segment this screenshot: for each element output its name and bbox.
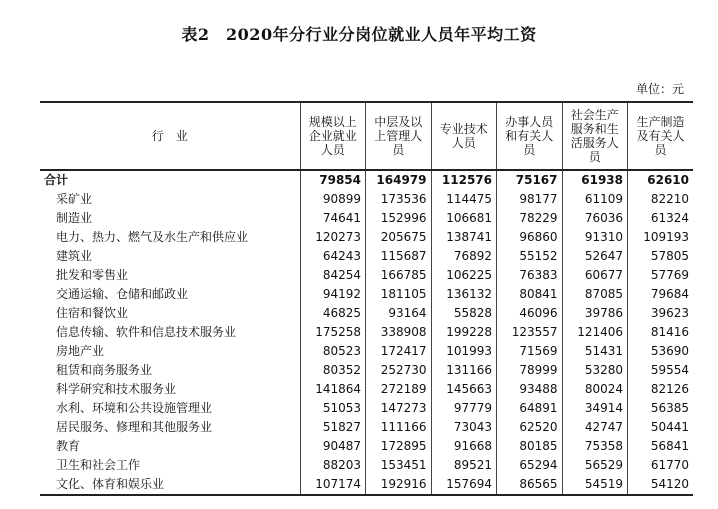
column-header-managers: 中层及以 上管理人 员 [366,102,432,170]
wage-value-cell: 55828 [431,304,497,323]
industry-name-cell: 文化、体育和娱乐业 [56,477,165,491]
table-row [40,418,693,437]
table-row [40,285,693,304]
wage-value-cell: 53690 [628,342,694,361]
column-header-production-workers: 生产制造 及有关人 员 [628,102,694,170]
wage-value-cell: 80185 [497,437,563,456]
table-row [40,437,693,456]
wage-value-cell: 91310 [562,228,628,247]
wage-value-cell: 145663 [431,380,497,399]
wage-value-cell: 42747 [562,418,628,437]
wage-value-cell: 80841 [497,285,563,304]
industry-name-cell: 批发和零售业 [56,268,129,282]
wage-value-cell: 55152 [497,247,563,266]
industry-name-cell: 水利、环境和公共设施管理业 [56,401,213,415]
wage-value-cell: 50441 [628,418,694,437]
wage-value-cell: 112576 [431,170,497,190]
wage-value-cell: 46825 [300,304,366,323]
wage-value-cell: 199228 [431,323,497,342]
wage-value-cell: 114475 [431,190,497,209]
wage-value-cell: 141864 [300,380,366,399]
column-header-service-workers: 社会生产 服务和生 活服务人 员 [562,102,628,170]
table-title: 表2 2020年分行业分岗位就业人员年平均工资 [181,25,537,44]
wage-value-cell: 54519 [562,475,628,495]
industry-name-cell: 教育 [56,439,81,453]
wage-value-cell: 88203 [300,456,366,475]
wage-value-cell: 64891 [497,399,563,418]
wage-value-cell: 61324 [628,209,694,228]
wage-value-cell: 152996 [366,209,432,228]
wage-value-cell: 93488 [497,380,563,399]
wage-value-cell: 78999 [497,361,563,380]
industry-name-cell: 采矿业 [56,192,93,206]
wage-value-cell: 59554 [628,361,694,380]
wage-value-cell: 51431 [562,342,628,361]
wage-value-cell: 62520 [497,418,563,437]
wage-value-cell: 153451 [366,456,432,475]
table-row [40,304,693,323]
wage-value-cell: 81416 [628,323,694,342]
wage-value-cell: 205675 [366,228,432,247]
wage-value-cell: 96860 [497,228,563,247]
column-header-above-scale: 规模以上 企业就业 人员 [300,102,366,170]
wage-value-cell: 34914 [562,399,628,418]
table-row [40,380,693,399]
wage-value-cell: 93164 [366,304,432,323]
wage-value-cell: 57805 [628,247,694,266]
wage-value-cell: 80024 [562,380,628,399]
wage-value-cell: 82210 [628,190,694,209]
wage-value-cell: 39786 [562,304,628,323]
wage-value-cell: 94192 [300,285,366,304]
wage-value-cell: 79854 [300,170,366,190]
wage-value-cell: 90487 [300,437,366,456]
wage-value-cell: 272189 [366,380,432,399]
wage-value-cell: 338908 [366,323,432,342]
industry-name-cell: 住宿和餐饮业 [56,306,129,320]
industry-name-cell: 卫生和社会工作 [56,458,141,472]
wage-value-cell: 123557 [497,323,563,342]
industry-name-cell: 合计 [44,173,69,187]
unit-label: 单位：元 [635,82,684,96]
wage-value-cell: 106225 [431,266,497,285]
wage-value-cell: 175258 [300,323,366,342]
industry-name-cell: 电力、热力、燃气及水生产和供应业 [56,230,249,244]
wage-value-cell: 120273 [300,228,366,247]
wage-value-cell: 172895 [366,437,432,456]
column-header-industry: 行 业 [151,129,188,143]
wage-value-cell: 111166 [366,418,432,437]
wage-value-cell: 46096 [497,304,563,323]
wage-value-cell: 61109 [562,190,628,209]
table-row [40,456,693,475]
wage-value-cell: 56841 [628,437,694,456]
wage-value-cell: 71569 [497,342,563,361]
wage-value-cell: 252730 [366,361,432,380]
wage-value-cell: 62610 [628,170,694,190]
wage-value-cell: 87085 [562,285,628,304]
table-row [40,247,693,266]
wage-value-cell: 53280 [562,361,628,380]
wage-value-cell: 181105 [366,285,432,304]
table-row [40,399,693,418]
column-header-clerks: 办事人员 和有关人 员 [497,102,563,170]
wage-value-cell: 84254 [300,266,366,285]
industry-name-cell: 信息传输、软件和信息技术服务业 [56,325,237,339]
industry-name-cell: 建筑业 [56,249,93,263]
wage-value-cell: 76383 [497,266,563,285]
wage-value-cell: 74641 [300,209,366,228]
table-row [40,266,693,285]
wage-value-cell: 101993 [431,342,497,361]
wage-value-cell: 173536 [366,190,432,209]
industry-name-cell: 制造业 [56,211,93,225]
wage-value-cell: 80352 [300,361,366,380]
wage-value-cell: 147273 [366,399,432,418]
column-header-technicians: 专业技术 人员 [431,102,497,170]
table-row-total [40,170,693,190]
wage-value-cell: 64243 [300,247,366,266]
wage-value-cell: 192916 [366,475,432,495]
wage-value-cell: 57769 [628,266,694,285]
wage-value-cell: 65294 [497,456,563,475]
wage-value-cell: 56529 [562,456,628,475]
industry-name-cell: 居民服务、修理和其他服务业 [56,420,213,434]
industry-name-cell: 科学研究和技术服务业 [56,382,177,396]
wage-value-cell: 78229 [497,209,563,228]
wage-value-cell: 106681 [431,209,497,228]
wage-value-cell: 73043 [431,418,497,437]
wage-value-cell: 115687 [366,247,432,266]
wage-value-cell: 89521 [431,456,497,475]
wage-value-cell: 76892 [431,247,497,266]
wage-value-cell: 52647 [562,247,628,266]
wage-value-cell: 61770 [628,456,694,475]
wage-table [40,101,693,496]
table-row [40,475,693,495]
wage-value-cell: 90899 [300,190,366,209]
wage-value-cell: 60677 [562,266,628,285]
wage-value-cell: 97779 [431,399,497,418]
wage-value-cell: 51053 [300,399,366,418]
table-row [40,323,693,342]
wage-value-cell: 164979 [366,170,432,190]
wage-value-cell: 121406 [562,323,628,342]
wage-value-cell: 82126 [628,380,694,399]
wage-value-cell: 76036 [562,209,628,228]
table-row [40,361,693,380]
table-row [40,228,693,247]
wage-value-cell: 91668 [431,437,497,456]
industry-name-cell: 交通运输、仓储和邮政业 [56,287,189,301]
wage-value-cell: 86565 [497,475,563,495]
wage-value-cell: 172417 [366,342,432,361]
wage-value-cell: 61938 [562,170,628,190]
table-row [40,190,693,209]
industry-name-cell: 房地产业 [56,344,105,358]
wage-value-cell: 80523 [300,342,366,361]
table-row [40,209,693,228]
wage-value-cell: 51827 [300,418,366,437]
wage-value-cell: 56385 [628,399,694,418]
wage-value-cell: 98177 [497,190,563,209]
wage-value-cell: 75167 [497,170,563,190]
wage-value-cell: 79684 [628,285,694,304]
table-row [40,342,693,361]
wage-value-cell: 131166 [431,361,497,380]
wage-value-cell: 54120 [628,475,694,495]
wage-value-cell: 166785 [366,266,432,285]
wage-value-cell: 136132 [431,285,497,304]
wage-value-cell: 109193 [628,228,694,247]
wage-value-cell: 107174 [300,475,366,495]
wage-value-cell: 138741 [431,228,497,247]
wage-value-cell: 39623 [628,304,694,323]
industry-name-cell: 租赁和商务服务业 [56,363,153,377]
header-row [40,102,693,170]
wage-value-cell: 157694 [431,475,497,495]
wage-value-cell: 75358 [562,437,628,456]
